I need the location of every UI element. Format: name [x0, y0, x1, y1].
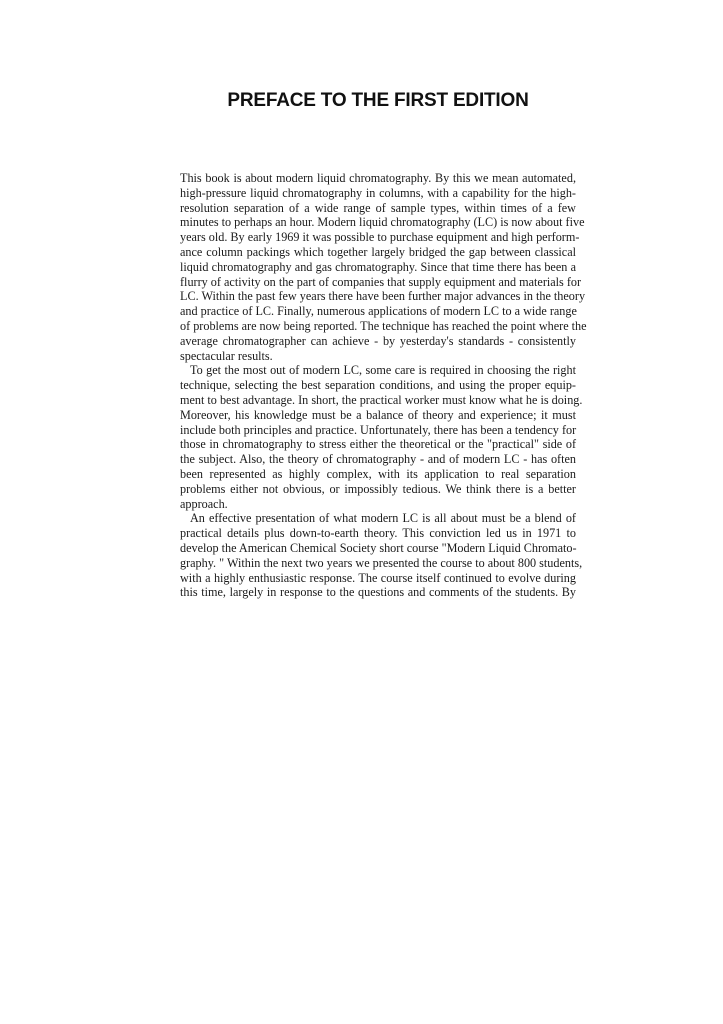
body-text [180, 171, 587, 600]
text-line: flurry of activity on the part of companies that supply equipment and materials for [180, 274, 582, 289]
text-line: those in chromatography to stress either the theoretical or the "practical" side of [180, 437, 576, 452]
text-line: This book is about modern liquid chromatography. By this we mean automated, [180, 171, 576, 185]
text-line: include both principles and practice. Unfortunately, there has been a tendency for [180, 422, 577, 437]
text-line: liquid chromatography and gas chromatography. Since that time there has been a [180, 259, 576, 274]
text-line: develop the American Chemical Society short course "Modern Liquid Chromato- [180, 540, 577, 555]
text-line: graphy. " Within the next two years we presented the course to about 800 students, [180, 555, 583, 570]
text-line: Moreover, his knowledge must be a balance of theory and experience; it must [180, 407, 576, 422]
text-line: with a highly enthusiastic response. The course itself continued to evolve during [180, 570, 576, 585]
text-line: problems either not obvious, or impossibly tedious. We think there is a better [180, 481, 576, 496]
text-line: LC. Within the past few years there have been further major advances in the theory [180, 289, 586, 304]
text-line: been represented as highly complex, with its application to real separation [180, 466, 576, 481]
text-line: resolution separation of a wide range of sample types, within times of a few [180, 200, 576, 215]
text-line: To get the most out of modern LC, some care is required in choosing the right [190, 363, 576, 378]
text-line: An effective presentation of what modern LC is all about must be a blend of [190, 511, 576, 526]
text-line: years old. By early 1969 it was possible to purchase equipment and high perform- [180, 230, 580, 245]
text-line: of problems are now being reported. The technique has reached the point where the [180, 318, 587, 333]
text-line: approach. [180, 496, 228, 511]
text-line: this time, largely in response to the questions and comments of the students. By [180, 585, 576, 600]
text-line: high-pressure liquid chromatography in columns, with a capability for the high- [180, 185, 576, 200]
text-line: the subject. Also, the theory of chromatography - and of modern LC - has often [180, 452, 576, 467]
text-line: and practice of LC. Finally, numerous applications of modern LC to a wide range [180, 304, 577, 319]
text-line: practical details plus down-to-earth theory. This conviction led us in 1971 to [180, 526, 576, 541]
text-line: ment to best advantage. In short, the practical worker must know what he is doing. [180, 392, 583, 407]
text-line: average chromatographer can achieve - by yesterday's standards - consistently [180, 333, 576, 348]
text-line: minutes to perhaps an hour. Modern liquid chromatography (LC) is now about five [180, 215, 585, 230]
text-line: ance column packings which together largely bridged the gap between classical [180, 244, 576, 259]
text-line: spectacular results. [180, 348, 273, 363]
text-line: technique, selecting the best separation conditions, and using the proper equip- [180, 378, 576, 393]
page-title: PREFACE TO THE FIRST EDITION [227, 90, 529, 111]
